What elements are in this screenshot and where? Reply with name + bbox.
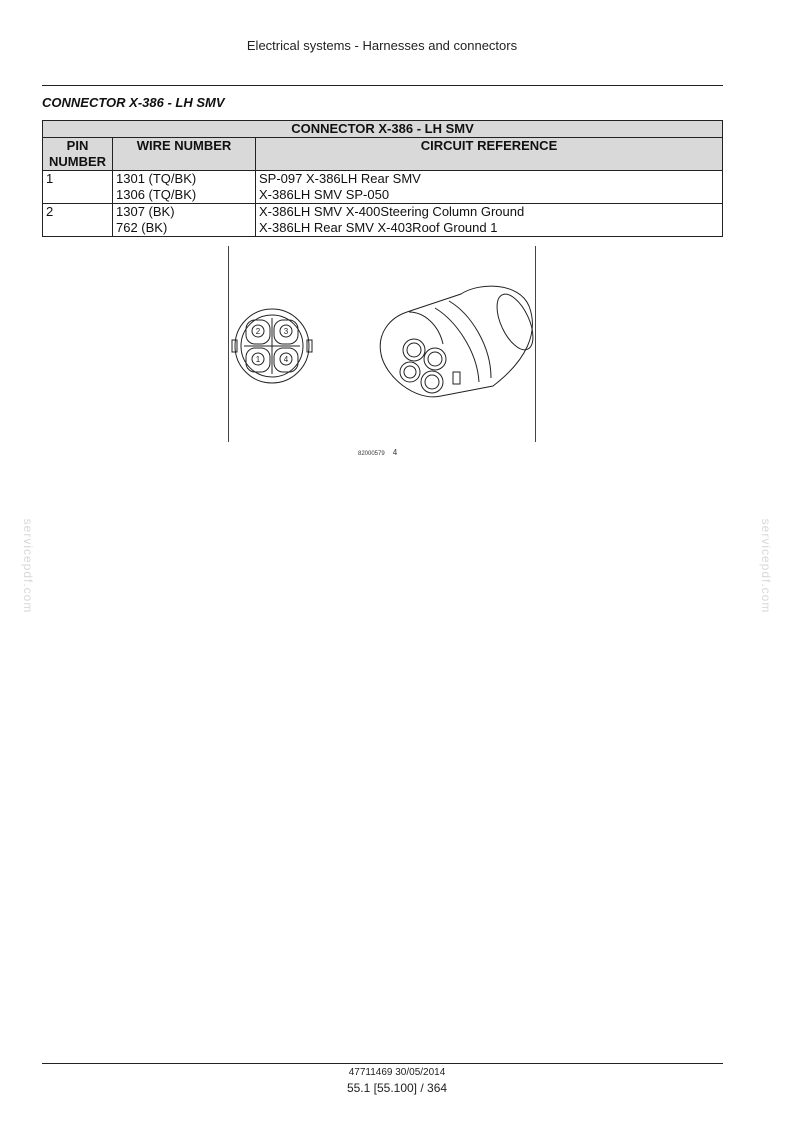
watermark-right: servicepdf.com <box>759 518 773 614</box>
connector-illustration <box>229 246 537 442</box>
circuit-cell <box>256 204 723 237</box>
connector-iso-view <box>380 286 537 397</box>
circuit-reference: X-386LH SMV SP-050 <box>259 187 390 202</box>
column-header-circuit: CIRCUIT REFERENCE <box>256 138 723 171</box>
circuit-reference: X-386LH Rear SMV X-403Roof Ground 1 <box>259 220 498 235</box>
wire-number: 762 (BK) <box>116 220 168 235</box>
table-caption: CONNECTOR X-386 - LH SMV <box>43 121 723 138</box>
pin-cell: 1 <box>43 171 113 204</box>
figure-caption <box>358 448 397 457</box>
wire-number: 1306 (TQ/BK) <box>116 187 197 202</box>
watermark-left: servicepdf.com <box>21 518 35 614</box>
table-row <box>43 171 723 204</box>
section-title: CONNECTOR X-386 - LH SMV <box>42 95 225 110</box>
circuit-reference: SP-097 X-386LH Rear SMV <box>259 171 421 186</box>
pin-label: 3 <box>283 327 289 336</box>
pin-cell: 2 <box>43 204 113 237</box>
wire-number: 1307 (BK) <box>116 204 175 219</box>
circuit-cell <box>256 171 723 204</box>
wire-number: 1301 (TQ/BK) <box>116 171 197 186</box>
figure-number: 4 <box>392 448 398 457</box>
connector-face-view <box>232 309 312 383</box>
table-row <box>43 204 723 237</box>
pin-label: 2 <box>255 327 261 336</box>
connector-table <box>42 120 723 237</box>
page-header-title: Electrical systems - Harnesses and connectors <box>246 38 518 53</box>
column-header-wire: WIRE NUMBER <box>113 138 256 171</box>
pin-label: 4 <box>283 355 289 364</box>
circuit-reference: X-386LH SMV X-400Steering Column Ground <box>259 204 525 219</box>
pin-label: 1 <box>255 355 261 364</box>
footer-document-id: 47711469 30/05/2014 <box>348 1067 446 1078</box>
footer-page-number: 55.1 [55.100] / 364 <box>346 1081 448 1095</box>
footer-divider <box>42 1063 723 1064</box>
connector-figure <box>228 246 536 442</box>
figure-code: 82000579 <box>358 451 385 457</box>
wire-cell <box>113 171 256 204</box>
wire-cell <box>113 204 256 237</box>
column-header-pin: PIN NUMBER <box>43 138 113 171</box>
header-divider <box>42 85 723 86</box>
